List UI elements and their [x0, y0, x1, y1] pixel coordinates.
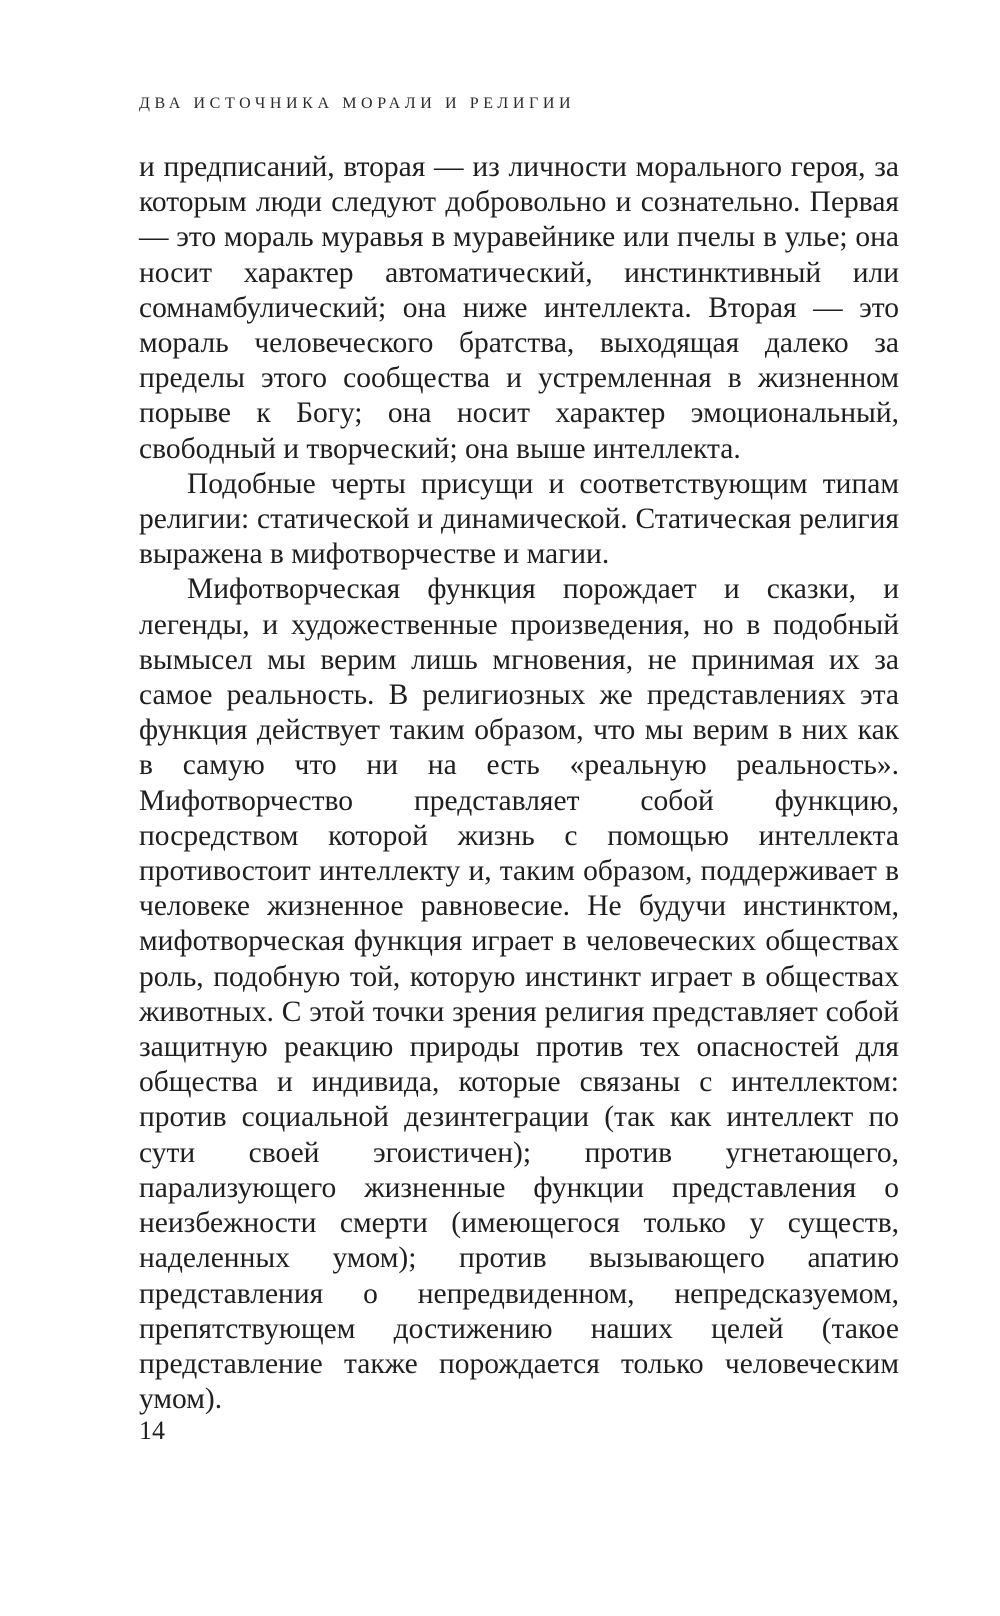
page-number: 14 [139, 1416, 165, 1445]
paragraph-3: Мифотворческая функция порождает и сказки, и легенды, и художественные произведения, но в подобный вымысел мы верим лишь мгновения, не принимая их за самое реальность. В религиозных же представлениях эта функция действует таким образом, что мы верим в них как в самую что ни на есть «реальную реальность». Мифотворчество представляет собой функцию, посредством которой жизнь с помощью интеллекта противостоит интеллекту и, таким образом, поддерживает в человеке жизненное равновесие. Не будучи инстинктом, мифотворческая функция играет в человеческих обществах роль, подобную той, которую инстинкт играет в обществах животных. С этой точки зрения религия представляет собой защитную реакцию природы против тех опасностей для общества и индивида, которые связаны с интеллектом: против социальной дезинтеграции (так как интеллект по сути своей эгоистичен); против угнетающего, парализующего жизненные функции представления о неизбежности смерти (имеющегося только у существ, наделенных умом); против вызывающего апатию представления о непредвиденном, непредсказуемом, препятствующем достижению наших целей (такое представление также порождается только человеческим умом). [139, 573, 899, 1416]
running-head: ДВА ИСТОЧНИКА МОРАЛИ И РЕЛИГИИ [139, 95, 576, 112]
paragraph-1: и предписаний, вторая — из личности морального героя, за которым люди следуют добровольно и сознательно. Первая — это мораль муравья в муравейнике или пчелы в улье; она носит характер автоматический, инстинктивный или сомнамбулический; она ниже интеллекта. Вторая — это мораль человеческого братства, выходящая далеко за пределы этого сообщества и устремленная в жизненном порыве к Богу; она носит характер эмоциональный, свободный и творческий; она выше интеллекта. [139, 151, 899, 465]
body-text [139, 150, 899, 1417]
paragraph-2: Подобные черты присущи и соответствующим типам религии: статической и динамической. Статическая религия выражена в мифотворчестве и магии. [139, 467, 899, 571]
